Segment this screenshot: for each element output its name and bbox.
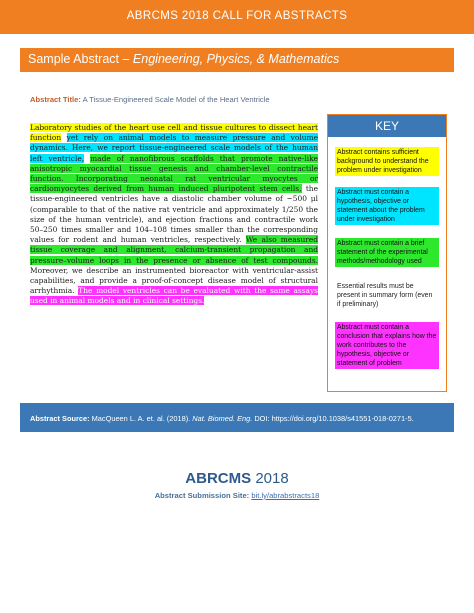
submission-site-link[interactable]: bit.ly/abrabstracts18 [251, 491, 320, 500]
key-item-results: Essential results must be present in summary form (even if preliminary) [335, 281, 439, 310]
abstract-results-2: Moreover, we describe an instrumented bioreactor with ventricular-assist capabilities, and provide a proof-of-concept disease model of structural arrhythmia. [30, 265, 318, 296]
footer-title-bold: ABRCMS [185, 470, 252, 487]
section-heading [28, 52, 339, 66]
key-item-methods: Abstract must contain a brief statement of the experimental methods/methodology used [335, 238, 439, 267]
source-doi: DOI: https://doi.org/10.1038/s41551-018-0271-5. [254, 414, 414, 423]
abstract-results: the tissue-engineered ventricles have a diastolic chamber volume of ~500 μl (comparable to that of the native rat ventricle and approximately 1/250 the size of the human ventricle), and ejection fractions and contractile work 50–250 times smaller and 104–108 times smaller than the corresponding values for rodent and human ventricles, respectively. [30, 184, 318, 245]
abstract-hypothesis: yet rely on animal models to measure pressure and volume dynamics. Here, we report tissue-engineered scale models of the human left ventricle, [30, 133, 318, 163]
key-item-conclusion: Abstract must contain a conclusion that explains how the work contributes to the hypothesis, objective or statement of problem [335, 322, 439, 369]
section-category: Engineering, Physics, & Mathematics [132, 52, 340, 66]
abstract-body [30, 123, 318, 307]
abstract-methods: made of nanofibrous scaffolds that promote native-like anisotropic myocardial tissue genesis and chamber-level contractile function. Incorporating neonatal rat ventricular myocytes or cardiomyocytes derived from human induced pluripotent stem cells, [30, 153, 318, 194]
key-header [328, 115, 446, 137]
source-bar [20, 403, 454, 432]
source-authors: MacQueen L. A. et. al. (2018). [91, 414, 191, 423]
abstract-methods-2: We also measured tissue coverage and alignment, calcium-transient propagation and pressure–volume loops in the presence or absence of test compounds. [30, 235, 318, 265]
abstract-title-value: A Tissue-Engineered Scale Model of the Heart Ventricle [82, 95, 270, 104]
footer-title-year: 2018 [255, 470, 289, 487]
abstract-title [30, 95, 270, 104]
banner-title: ABRCMS 2018 CALL FOR ABSTRACTS [126, 10, 348, 22]
source-label: Abstract Source: [30, 414, 90, 423]
key-item-hypothesis: Abstract must contain a hypothesis, objective or statement about the problem under investigation [335, 187, 439, 225]
section-bar [20, 48, 454, 72]
top-banner [0, 0, 474, 34]
submission-site [0, 491, 474, 500]
abstract-title-label: Abstract Title: [30, 95, 81, 104]
key-panel [327, 114, 447, 392]
key-title: KEY [374, 119, 399, 133]
submission-site-label: Abstract Submission Site: [154, 491, 250, 500]
source-journal: Nat. Biomed. Eng. [192, 414, 253, 423]
abstract-source [30, 414, 414, 423]
key-item-background: Abstract contains sufficient background to understand the problem under investigation [335, 147, 439, 176]
abstract-conclusion: The model ventricles can be evaluated with the same assays used in animal models and in clinical settings. [30, 286, 318, 306]
section-prefix: Sample Abstract – [28, 52, 133, 66]
abstract-background: Laboratory studies of the heart use cell and tissue cultures to dissect heart function [30, 123, 318, 143]
footer-title [0, 470, 474, 487]
